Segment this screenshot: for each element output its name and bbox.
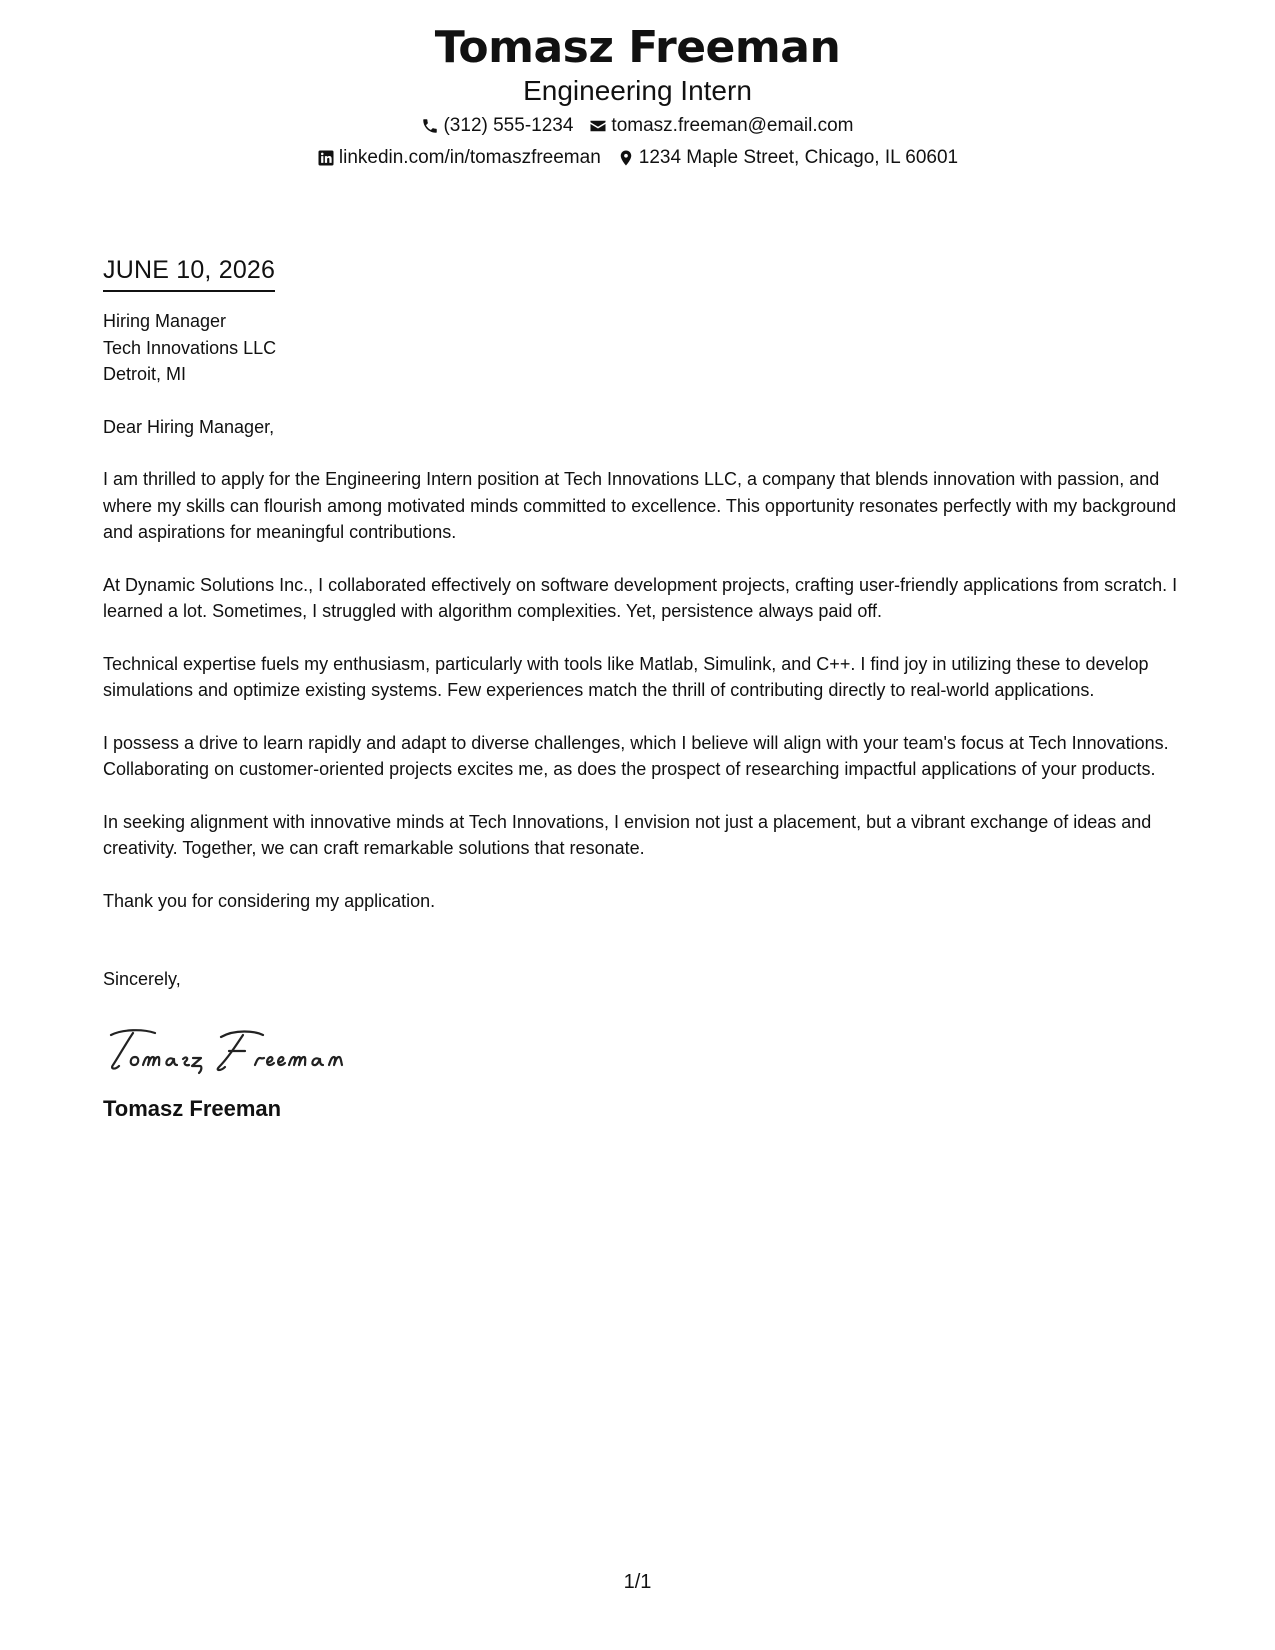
letter-header [0,22,1275,170]
phone-contact [421,114,573,138]
linkedin-contact [317,146,601,170]
letter-body [103,254,1183,1123]
thank-you-line: Thank you for considering my application. [103,890,436,911]
page-number: 1/1 [623,1571,652,1593]
salutation: Dear Hiring Manager, [103,416,275,437]
email-text: tomasz.freeman@email.com [611,115,854,136]
paragraph: I possess a drive to learn rapidly and adapt to diverse challenges, which I believe will align with your team's focus at Tech Innovations. Collaborating on customer-oriented projects excites me, as does the prospect of researching impactful applications of your products. [103,732,1169,779]
contact-line-2 [0,146,1275,170]
paragraph: I am thrilled to apply for the Engineering Intern position at Tech Innovations LLC, a company that blends innovation with passion, and where my skills can flourish among motivated minds committed to excellence. This opportunity resonates perfectly with my background and aspirations for meaningful contributions. [103,469,1177,542]
contact-line-1 [0,114,1275,138]
phone-icon [421,117,439,135]
applicant-title: Engineering Intern [523,75,752,106]
paragraph: At Dynamic Solutions Inc., I collaborated effectively on software development projects, crafting user-friendly applications from scratch. I learned a lot. Sometimes, I struggled with algorithm complexities. Yet, persistence always paid off. [103,574,1178,621]
linkedin-icon [317,149,335,167]
phone-text: (312) 555-1234 [443,115,574,136]
envelope-icon [589,117,607,135]
recipient-line: Hiring Manager [103,311,227,331]
address-text: 1234 Maple Street, Chicago, IL 60601 [638,147,959,168]
closing: Sincerely, [103,969,181,989]
letter-date: JUNE 10, 2026 [103,254,275,292]
map-pin-icon [617,149,635,167]
linkedin-text: linkedin.com/in/tomaszfreeman [338,147,601,168]
handwritten-signature [103,1021,1183,1081]
recipient-line: Detroit, MI [103,364,187,384]
email-contact [589,114,853,138]
paragraph: In seeking alignment with innovative minds at Tech Innovations, I envision not just a placement, but a vibrant exchange of ideas and creativity. Together, we can craft remarkable solutions that resonate. [103,811,1152,858]
recipient-block [103,308,1183,388]
address-contact [617,146,958,170]
signer-name: Tomasz Freeman [103,1095,282,1121]
paragraph: Technical expertise fuels my enthusiasm, particularly with tools like Matlab, Simulink, and C++. I find joy in utilizing these to develop simulations and optimize existing systems. Few experiences match the thrill of contributing directly to real-world applications. [103,653,1149,700]
recipient-line: Tech Innovations LLC [103,337,277,358]
signature-graphic [103,1021,363,1081]
applicant-name: Tomasz Freeman [434,22,841,73]
